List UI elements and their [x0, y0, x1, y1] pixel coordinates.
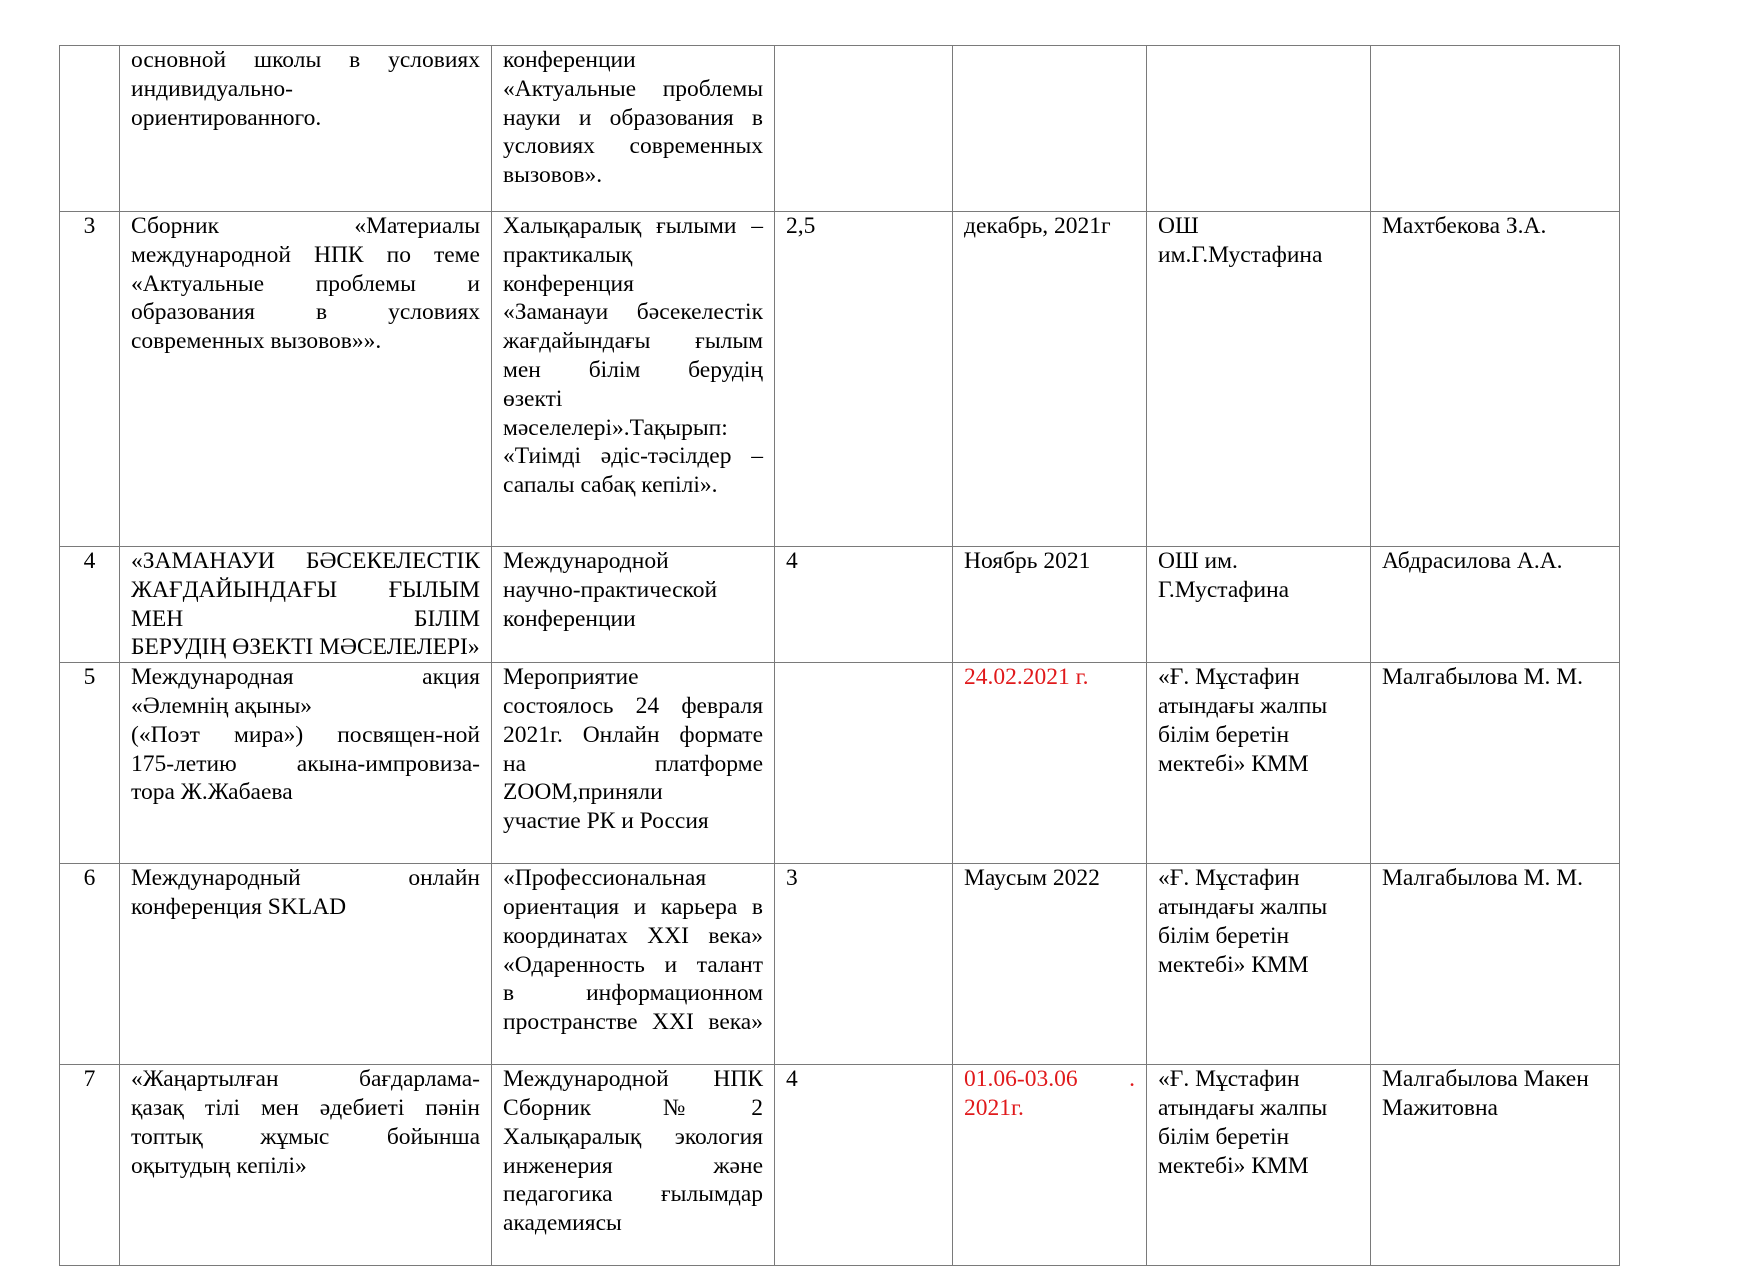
row-number: 5: [60, 663, 120, 864]
text-line: ZOOM,приняли: [503, 779, 663, 806]
score: 3: [775, 864, 953, 1065]
text-line: ОШ им.: [1158, 548, 1238, 574]
text-line: Халықаралық ғылыми –: [503, 213, 763, 239]
text-line: Международной: [503, 548, 669, 574]
text-line: науки и образования в: [503, 104, 763, 131]
text-line: состоялось 24 февраля: [503, 692, 763, 719]
event-date: 24.02.2021 г.: [953, 663, 1147, 864]
participant: [1371, 864, 1620, 1065]
text-line: ориентация и карьера в: [503, 893, 763, 920]
text-line: конференции: [503, 47, 636, 73]
text-line: атындағы жалпы: [1158, 893, 1328, 920]
event-date: [953, 46, 1147, 212]
text-line: жағдайындағы ғылым: [503, 328, 763, 355]
event-date: Маусым 2022: [953, 864, 1147, 1065]
text-line: «ЗАМАНАУИ БӘСЕКЕЛЕСТІК: [131, 548, 480, 574]
text-line: конференция: [503, 270, 634, 297]
text-line: білім беретін: [1158, 1123, 1290, 1150]
text-line: ориентированного.: [131, 104, 322, 131]
text-line: «Жаңартылған бағдарлама-: [131, 1066, 480, 1093]
row-number: 4: [60, 547, 120, 663]
participant: [1371, 663, 1620, 864]
text-line: вызовов».: [503, 162, 603, 189]
text-line: атындағы жалпы: [1158, 1094, 1328, 1121]
text-line: современных вызовов»».: [131, 328, 382, 355]
text-line: «Актуальные проблемы и: [131, 270, 480, 297]
event-level: [492, 1065, 775, 1266]
text-line: Халықаралық экология: [503, 1123, 763, 1150]
event-title: [120, 1065, 492, 1266]
participant: [1371, 1065, 1620, 1266]
text-line: Махтбекова З.А.: [1382, 213, 1547, 239]
text-line: Абдрасилова А.А.: [1382, 548, 1563, 574]
text-line: академиясы: [503, 1210, 622, 1237]
table-row: [60, 864, 1620, 1065]
row-number: 6: [60, 864, 120, 1065]
table-row: [60, 547, 1620, 663]
participant: [1371, 46, 1620, 212]
event-title: [120, 46, 492, 212]
text-line: Г.Мустафина: [1158, 576, 1290, 603]
text-line: Международный онлайн: [131, 865, 480, 892]
text-line: («Поэт мира») посвящен-ной: [131, 721, 480, 748]
event-title: [120, 212, 492, 547]
table-row: [60, 663, 1620, 864]
event-date: декабрь, 2021г: [953, 212, 1147, 547]
event-date: [953, 1065, 1147, 1266]
text-line: мектебі» КММ: [1158, 1152, 1309, 1179]
text-line: БЕРУДІҢ ӨЗЕКТІ МӘСЕЛЕЛЕРІ»: [131, 634, 480, 661]
text-line: «Ғ. Мұстафин: [1158, 865, 1300, 892]
text-line: мектебі» КММ: [1158, 750, 1309, 777]
text-line: Международной НПК: [503, 1066, 763, 1093]
text-line: педагогика ғылымдар: [503, 1181, 763, 1208]
text-line: Сборник «Материалы: [131, 213, 480, 239]
score: 4: [775, 547, 953, 663]
text-line: өзекті: [503, 385, 563, 412]
text-line: практикалық: [503, 241, 633, 268]
text-line: основной школы в условиях: [131, 47, 480, 73]
text-line: конференции: [503, 605, 636, 632]
text-line: 2021г.: [964, 1094, 1024, 1121]
text-line: им.Г.Мустафина: [1158, 241, 1323, 268]
text-line: «Тиімді әдіс-тәсілдер –: [503, 443, 763, 470]
text-line: Международная акция: [131, 664, 480, 691]
table-row: [60, 1065, 1620, 1266]
text-line: научно-практической: [503, 576, 718, 603]
text-line: координатах XXI века»: [503, 922, 763, 949]
text-line: «Актуальные проблемы: [503, 75, 763, 102]
text-line: в информационном: [503, 980, 763, 1007]
organization: [1147, 547, 1371, 663]
text-line: Сборник №2: [503, 1094, 763, 1121]
row-number: [60, 46, 120, 212]
text-line: Малгабылова Макен: [1382, 1066, 1589, 1093]
text-line: индивидуально-: [131, 75, 293, 102]
text-line: қазақ тілі мен әдебиеті пәнін: [131, 1094, 480, 1121]
table-row: [60, 46, 1620, 212]
row-number: 3: [60, 212, 120, 547]
event-level: [492, 46, 775, 212]
text-line: атындағы жалпы: [1158, 692, 1328, 719]
text-line: «Ғ. Мұстафин: [1158, 664, 1300, 691]
score: [775, 663, 953, 864]
organization: [1147, 1065, 1371, 1266]
participant: [1371, 212, 1620, 547]
text-line: «Ғ. Мұстафин: [1158, 1066, 1300, 1093]
text-line: международной НПК по теме: [131, 241, 480, 268]
text-line: Мажитовна: [1382, 1094, 1498, 1121]
organization: [1147, 864, 1371, 1065]
text-line: 2021г. Онлайн формате: [503, 721, 763, 748]
text-line: Мероприятие: [503, 664, 639, 691]
text-line: білім беретін: [1158, 922, 1290, 949]
event-level: [492, 212, 775, 547]
text-line: ЖАҒДАЙЫНДАҒЫ ҒЫЛЫМ МЕН БІЛІМ: [131, 576, 480, 632]
organization: [1147, 212, 1371, 547]
event-date: Ноябрь 2021: [953, 547, 1147, 663]
text-line: сапалы сабақ кепілі».: [503, 472, 718, 499]
text-line: 175-летию акына-импровиза-: [131, 750, 480, 777]
score: 2,5: [775, 212, 953, 547]
score: [775, 46, 953, 212]
participant: [1371, 547, 1620, 663]
event-level: [492, 547, 775, 663]
text-line: конференция SKLAD: [131, 893, 347, 920]
organization: [1147, 46, 1371, 212]
score: 4: [775, 1065, 953, 1266]
text-line: участие РК и Россия: [503, 808, 709, 835]
text-line: оқытудың кепілі»: [131, 1152, 307, 1179]
text-line: мектебі» КММ: [1158, 951, 1309, 978]
text-line: ОШ: [1158, 213, 1199, 239]
organization: [1147, 663, 1371, 864]
text-line: Малгабылова М. М.: [1382, 865, 1584, 892]
text-line: 01.06-03.06 .: [964, 1066, 1135, 1093]
text-line: топтық жұмыс бойынша: [131, 1123, 480, 1150]
text-line: условиях современных: [503, 133, 763, 160]
event-title: [120, 547, 492, 663]
text-line: Малгабылова М. М.: [1382, 664, 1584, 691]
table-row: [60, 212, 1620, 547]
text-line: «Заманауи бәсекелестік: [503, 299, 763, 326]
text-line: «Профессиональная: [503, 865, 707, 892]
event-title: [120, 663, 492, 864]
event-level: [492, 864, 775, 1065]
event-title: [120, 864, 492, 1065]
text-line: инженерия және: [503, 1152, 763, 1179]
text-line: образования в условиях: [131, 299, 480, 326]
text-line: пространстве XXI века»: [503, 1009, 763, 1036]
text-line: тора Ж.Жабаева: [131, 779, 293, 806]
event-level: [492, 663, 775, 864]
text-line: на платформе: [503, 750, 763, 777]
row-number: 7: [60, 1065, 120, 1266]
text-line: мен білім берудің: [503, 356, 763, 383]
text-line: «Әлемнің ақыны»: [131, 692, 313, 719]
text-line: мәселелері».Тақырып:: [503, 414, 728, 441]
text-line: білім беретін: [1158, 721, 1290, 748]
text-line: «Одаренность и талант: [503, 951, 763, 978]
activities-table: [59, 45, 1620, 1266]
